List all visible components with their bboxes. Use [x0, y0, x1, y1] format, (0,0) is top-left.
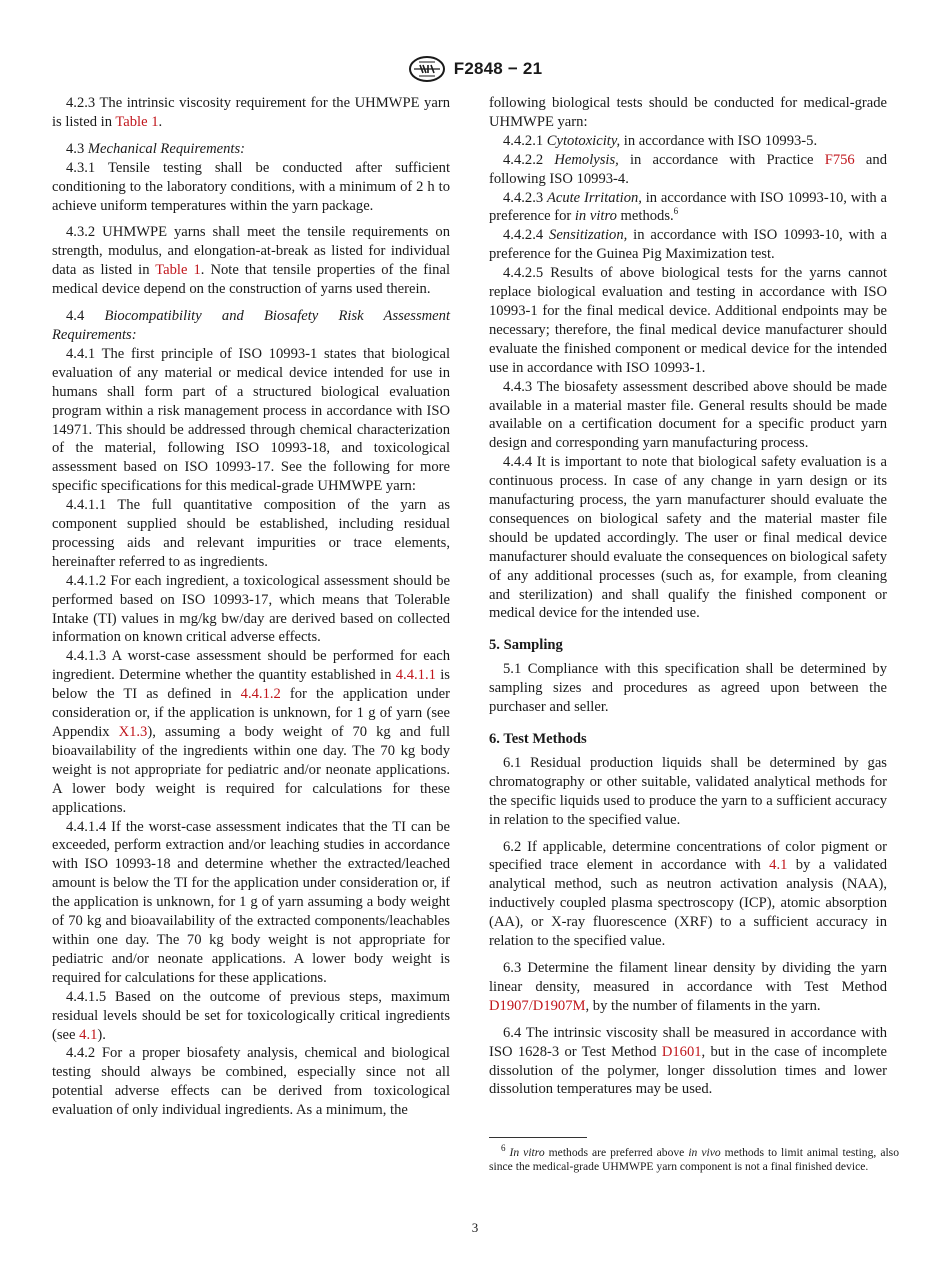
para-4-4-4: 4.4.4 It is important to note that biological safety evaluation is a continuous process. In case of any change in yarn design or its manufacturing process, the yarn manufacturer should evaluate the consequences on biological safety and the material master file should be updated accordingly. The user or final medical device manufacturer should evaluate the consequences on biological safety of any additional processes (such as, for example, from cleaning and sterilization) and shall qualify the finished component or medical device for the intended use. [489, 454, 887, 622]
link-4-4-1-1[interactable]: 4.4.1.1 [395, 667, 436, 684]
para-4-3-2: 4.3.2 UHMWPE yarns shall meet the tensile requirements on strength, modulus, and elongation-at-break as listed for individual data as listed in Table 1. Note that tensile properties of the final medical device depend on the construction of yarns used therein. [52, 224, 450, 298]
section-4-4-heading: 4.4 Biocompatibility and Biosafety Risk Assessment Requirements: [52, 308, 451, 343]
para-6-1: 6.1 Residual production liquids shall be determined by gas chromatography or other suitable, validated analytical methods for the specific liquids used to produce the yarn to a sufficient accuracy in relation to the specified value. [489, 754, 887, 828]
para-4-4-2: 4.4.2 For a proper biosafety analysis, chemical and biological testing should always be combined, especially since not all potential adverse effects can be derived from toxicological evaluation of only individual ingredients. As a minimum, the [52, 1045, 450, 1119]
para-5-1: 5.1 Compliance with this specification shall be determined by sampling sizes and procedures as agreed upon between the purchaser and seller. [489, 661, 887, 716]
right-column [489, 94, 887, 1099]
para-4-4-1-3: 4.4.1.3 A worst-case assessment should be performed for each ingredient. Determine whether the quantity established in 4.4.1.1 is below the TI as defined in 4.4.1.2 for the application under consideration or, if the application is unknown, for 1 g of yarn (see Appendix X1.3), assuming a body weight of 70 kg and full bioavailability of the ingredients within one day. The 70 kg body weight is not appropriate for pediatric and/or neonate applications. A lower body weight is required for calculations for these applications. [52, 648, 450, 816]
astm-logo-icon [408, 55, 446, 83]
left-column [52, 94, 450, 1120]
para-4-4-3: 4.4.3 The biosafety assessment described above should be made available in a material master file. General results should be made available on a certification document for a specific product yarn design and corresponding yarn manufacturing process. [489, 378, 887, 452]
para-4-4-1-2: 4.4.1.2 For each ingredient, a toxicological assessment should be performed based on ISO 10993-17, which means that Tolerable Intake (TI) values in mg/kg bw/day are derived based on collected information on known critical adverse effects. [52, 572, 450, 646]
para-4-2-3: 4.2.3 The intrinsic viscosity requirement for the UHMWPE yarn is listed in Table 1. [52, 95, 450, 130]
footnote-ref-6[interactable]: 6 [673, 206, 679, 217]
link-table-1[interactable]: Table 1 [155, 262, 201, 279]
para-4-4-2-3: 4.4.2.3 Acute Irritation, in accordance with ISO 10993-10, with a preference for in vitro methods.$^6$ [489, 189, 887, 225]
page-number: 3 [471, 1220, 479, 1235]
para-4-4-1-4: 4.4.1.4 If the worst-case assessment indicates that the TI can be exceeded, perform extraction and/or leaching studies in accordance with ISO 10993-18 and determine whether the extracted/leached amount is below the TI for the application under consideration or, if the application is unknown, for 1 g of yarn assuming a body weight of 70 kg and bioavailability of the extracted components/leachables within one day. The 70 kg body weight is not appropriate for pediatric and/or neonate applications. A lower body weight is required for calculations for these applications. [52, 818, 450, 986]
para-6-4: 6.4 The intrinsic viscosity shall be measured in accordance with ISO 1628-3 or Test Method D1601, but in the case of incomplete dissolution of the polymer, longer dissolution times and lower dissolution temperatures may be used. [489, 1024, 887, 1098]
para-4-3-1: 4.3.1 Tensile testing shall be conducted after sufficient conditioning to the laboratory conditions, with a minimum of 2 h to achieve uniform temperatures within the yarn package. [52, 159, 450, 214]
para-4-4-2-2: 4.4.2.2 Hemolysis, in accordance with Practice F756 and following ISO 10993-4. [489, 151, 887, 187]
para-4-4-2-5: 4.4.2.5 Results of above biological tests for the yarns cannot replace biological evaluation and testing in accordance with ISO 10993-1 for the final medical device. Additional endpoints may be necessary; therefore, the final medical device manufacturer should evaluate the finished component or medical device for the intended use in accordance with ISO 10993-1. [489, 265, 887, 376]
para-4-4-1: 4.4.1 The first principle of ISO 10993-1 states that biological evaluation of any material or medical device intended for use in humans shall form part of a structured biological evaluation program within a risk management process in accordance with ISO 14971. This should be addressed through chemical characterization of the material, following ISO 10993-18, and toxicological assessment based on ISO 10993-17. See the following for more specific specifications for this medical-grade UHMWPE yarn: [52, 345, 450, 495]
section-4-3-heading: 4.3 Mechanical Requirements: [66, 140, 245, 157]
link-4-1[interactable]: 4.1 [769, 857, 788, 874]
page-header [0, 54, 950, 84]
link-d1907[interactable]: D1907/D1907M [489, 997, 586, 1014]
section-5-heading: 5. Sampling [489, 637, 563, 654]
footnote-6: $^6$ In vitro methods are preferred above in vivo methods to limit animal testing, also since the medical-grade UHMWPE yarn component is not a final finished device. [489, 1143, 899, 1174]
link-x1-3[interactable]: X1.3 [118, 724, 148, 740]
para-6-3: 6.3 Determine the filament linear density by dividing the yarn linear density, measured in accordance with Test Method D1907/D1907M, by the number of filaments in the yarn. [489, 959, 887, 1014]
para-6-2: 6.2 If applicable, determine concentrations of color pigment or specified trace element in accordance with 4.1 by a validated analytical method, such as neutron activation analysis (NAA), inductively coupled plasma spectroscopy (ICP), atomic absorption (AA), or X-ray fluorescence (XRF) to a sufficient accuracy in relation to the specified value. [489, 838, 887, 950]
link-4-1[interactable]: 4.1 [79, 1026, 98, 1043]
footnote-divider [489, 1137, 587, 1138]
link-f756[interactable]: F756 [824, 151, 855, 168]
document-id: F2848 − 21 [453, 59, 543, 78]
link-table-1[interactable]: Table 1 [115, 113, 159, 130]
link-d1601[interactable]: D1601 [661, 1043, 702, 1060]
para-4-4-2-1: 4.4.2.1 Cytotoxicity, in accordance with ISO 10993-5. [503, 132, 818, 149]
para-4-4-1-5: 4.4.1.5 Based on the outcome of previous steps, maximum residual levels should be set for toxicologically critical ingredients (see 4.1). [52, 988, 450, 1043]
para-4-4-2-continued: following biological tests should be conducted for medical-grade UHMWPE yarn: [489, 95, 887, 130]
para-4-4-2-4: 4.4.2.4 Sensitization, in accordance with ISO 10993-10, with a preference for the Guinea Pig Maximization test. [489, 227, 887, 263]
para-4-4-1-1: 4.4.1.1 The full quantitative composition of the yarn as component supplied should be established, including residual processing aids and relevant impurities or trace elements, hereinafter referred to as ingredients. [52, 497, 450, 570]
link-4-4-1-2[interactable]: 4.4.1.2 [240, 686, 281, 703]
section-6-heading: 6. Test Methods [489, 731, 587, 747]
